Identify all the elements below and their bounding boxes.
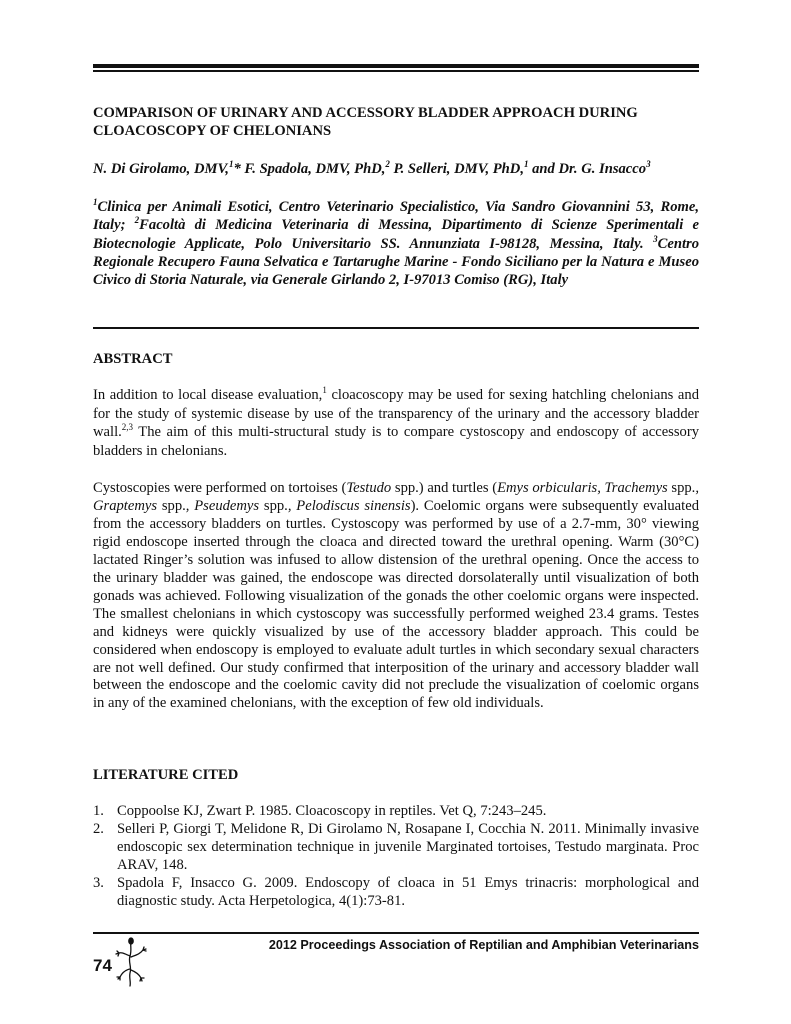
page-number: 74 bbox=[93, 956, 112, 975]
author-1: N. Di Girolamo, DMV, bbox=[93, 161, 229, 177]
p2-text-d: spp. bbox=[157, 497, 186, 514]
p2-text-e: spp. bbox=[259, 497, 288, 514]
author-4-sup: 3 bbox=[646, 159, 651, 170]
p1-text-a: In addition to local disease evaluation, bbox=[93, 387, 323, 403]
affil-3-text: Centro Regionale Recupero Fauna Selvatica e Tartarughe Marine - Fondo Siciliano per la Natura e Museo Civico di Storia Naturale, via Generale Girlando 2, I-97013 Comiso (RG), Italy bbox=[93, 235, 699, 289]
reference-item bbox=[93, 820, 699, 874]
reference-item bbox=[93, 874, 699, 910]
title-line-2: CLOACOSCOPY OF CHELONIANS bbox=[93, 123, 332, 139]
author-2: * F. Spadola, DMV, PhD, bbox=[233, 161, 386, 177]
reference-number: 3. bbox=[93, 875, 104, 891]
footer-rule bbox=[93, 932, 699, 934]
p1-citation-2: 2,3 bbox=[121, 422, 134, 433]
affil-1-text: Clinica per Animali Esotici, Centro Veterinario Specialistico, Via Sandro Giovannini 53, Rome, Italy; bbox=[93, 199, 699, 234]
proceedings-footer: 2012 Proceedings Association of Reptilian and Amphibian Veterinarians bbox=[268, 938, 699, 952]
p1-citation-1: 1 bbox=[322, 385, 327, 396]
p2-comma-3: , bbox=[287, 497, 297, 514]
p2-genus-graptemys: Graptemys bbox=[93, 497, 158, 514]
affiliations bbox=[93, 198, 699, 289]
abstract-paragraph-1 bbox=[93, 386, 699, 460]
paper-title bbox=[93, 104, 699, 140]
p2-text-c: spp. bbox=[667, 480, 696, 496]
abstract-heading: ABSTRACT bbox=[93, 351, 173, 367]
p2-comma-1: , bbox=[695, 480, 699, 496]
author-2-sup: 2 bbox=[385, 159, 390, 170]
title-line-1: COMPARISON OF URINARY AND ACCESSORY BLADDER APPROACH DURING bbox=[93, 105, 638, 121]
reference-text: Coppoolse KJ, Zwart P. 1985. Cloacoscopy in reptiles. Vet Q, 7:243–245. bbox=[117, 803, 547, 819]
p2-genus-pseudemys: Pseudemys bbox=[194, 497, 260, 514]
p2-species-emys: Emys orbicularis, Trachemys bbox=[497, 480, 668, 496]
p2-text-b: spp.) and turtles ( bbox=[391, 480, 498, 496]
affil-1-sup: 1 bbox=[93, 197, 98, 208]
reference-list bbox=[93, 802, 699, 910]
literature-heading: LITERATURE CITED bbox=[93, 767, 239, 783]
affil-2-text: Facoltà di Medicina Veterinaria di Messina, Dipartimento di Scienze Sperimentali e Biotecnologie Applicate, Polo Universitario SS. Annunziata I-98128, Messina, Italy. bbox=[93, 217, 699, 252]
affil-2-sup: 2 bbox=[134, 215, 140, 226]
author-list bbox=[93, 160, 699, 178]
lizard-logo-icon bbox=[113, 936, 149, 988]
abstract-paragraph-2 bbox=[93, 480, 699, 713]
author-1-sup: 1 bbox=[228, 159, 234, 170]
reference-number: 2. bbox=[93, 821, 104, 837]
p1-text-b: cloacoscopy may be used for sexing hatchling chelonians and for the study of systemic disease by use of the transparency of the urinary and the accessory bladder wall. bbox=[93, 387, 699, 441]
reference-text: Spadola F, Insacco G. 2009. Endoscopy of cloaca in 51 Emys trinacris: morphological and diagnostic study. Acta Herpetologica, 4(1):73-81. bbox=[117, 875, 699, 909]
p2-text-a: Cystoscopies were performed on tortoises ( bbox=[93, 480, 347, 496]
reference-item bbox=[93, 802, 699, 820]
section-divider bbox=[93, 327, 699, 329]
p2-comma-2: , bbox=[185, 497, 195, 514]
header-rule-thick bbox=[93, 64, 699, 68]
p1-text-c: The aim of this multi-structural study is to compare cystoscopy and endoscopy of accessory bladders in chelonians. bbox=[93, 424, 699, 459]
p2-text-f: ). Coelomic organs were subsequently evaluated from the accessory bladders on turtles. Cystoscopy was performed by use of a 2.7-mm, 30° viewing rigid endoscope inserted through the cloaca and directed toward the urethral opening. Warm (30°C) lactated Ringer’s solution was infused to allow distension of the urethral opening. Once the access to the urinary bladder was gained, the endoscope was directed dorsolaterally until visualization of both gonads was achieved. Following visualization of the gonads the other coelomic organs were inspected. The smallest chelonians in which cystoscopy was successfully performed weighed 23.4 grams. Testes and kidneys were quickly visualized by use of the accessory bladder approach. This could be considered when endoscopy is employed to evaluate adult turtles in which secondary sexual characters are not well defined. Our study confirmed that interposition of the urinary and accessory bladder wall between the endoscope and the coelomic cavity did not preclude the visualization of coelomic organs in any of the examined chelonians, with the exception of few old individuals. bbox=[93, 497, 699, 712]
p2-species-pelodiscus: Pelodiscus sinensis bbox=[296, 497, 411, 514]
p2-genus-testudo: Testudo bbox=[346, 480, 392, 496]
header-rule-thin bbox=[93, 70, 699, 72]
reference-number: 1. bbox=[93, 803, 104, 819]
affil-3-sup: 3 bbox=[653, 233, 658, 244]
author-3-sup: 1 bbox=[523, 159, 529, 170]
reference-text: Selleri P, Giorgi T, Melidone R, Di Girolamo N, Rosapane I, Cocchia N. 2011. Minimally invasive endoscopic sex determination technique in juvenile Marginated tortoises, Testudo marginata. Proc ARAV, 148. bbox=[117, 821, 699, 873]
author-4: and Dr. G. Insacco bbox=[528, 161, 647, 177]
author-3: P. Selleri, DMV, PhD, bbox=[389, 161, 524, 177]
